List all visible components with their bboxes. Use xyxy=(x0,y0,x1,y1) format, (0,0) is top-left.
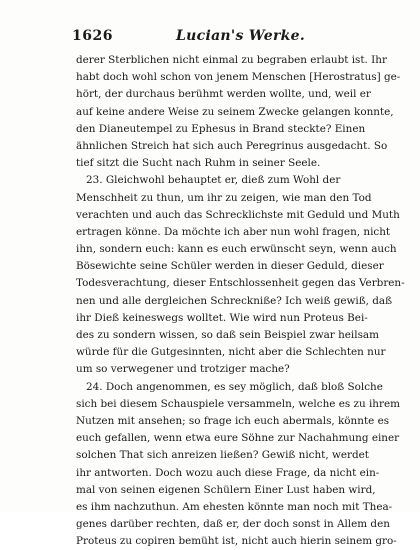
text-line: ertragen könne. Da möchte ich aber nun wohl fragen, nicht xyxy=(76,225,391,238)
text-line: Proteus zu copiren bemüht ist, nicht auch hierin seinem gro- xyxy=(76,535,397,548)
text-line: ihn, sondern euch: kann es euch erwünscht seyn, wenn auch xyxy=(76,243,397,256)
text-line: ihr Dieß keineswegs wolltet. Wie wird nun Proteus Bei- xyxy=(76,311,368,324)
text-line: des zu sondern wissen, so daß sein Beispiel zwar heilsam xyxy=(76,329,379,341)
text-line: 23. Gleichwohl behauptet er, dieß zum Wohl der xyxy=(86,174,341,187)
text-line: den Dianeutempel zu Ephesus in Brand steckte? Einen xyxy=(76,122,366,135)
text-line: 24. Doch angenommen, es sey möglich, daß bloß Solche xyxy=(86,380,383,393)
page-number: 1626 xyxy=(72,28,113,44)
text-line: habt doch wohl schon von jenem Menschen [Herostratus] ge- xyxy=(76,71,401,84)
body-text xyxy=(76,52,405,550)
text-line: um so verwegener und trotziger mache? xyxy=(76,363,290,376)
text-line: solchen That sich anreizen ließen? Gewiß nicht, werdet xyxy=(76,449,369,462)
running-title: Lucian's Werke. xyxy=(176,28,306,44)
text-line: es ihm nachzuthun. Am ehesten könnte man noch mit Thea- xyxy=(76,500,393,513)
text-line: genes darüber rechten, daß er, der doch sonst in Allem den xyxy=(76,518,390,531)
text-line: derer Sterblichen nicht einmal zu begraben erlaubt ist. Ihr xyxy=(76,54,387,66)
text-line: Nutzen mit ansehen; so frage ich euch abermals, könnte es xyxy=(76,414,390,427)
text-line: ihr antworten. Doch wozu auch diese Frage, da nicht ein- xyxy=(76,466,380,479)
text-line: mal von seinen eigenen Schülern Einer Lust haben wird, xyxy=(76,483,376,496)
text-line: nen und alle dergleichen Schreckniße? Ich weiß gewiß, daß xyxy=(76,294,393,307)
text-line: verachten und auch das Schrecklichste mit Geduld und Muth xyxy=(76,208,400,221)
text-line: hört, der durchaus berühmt werden wollte, und, weil er xyxy=(76,88,371,101)
text-line: euch gefallen, wenn etwa eure Söhne zur Nachahmung einer xyxy=(76,432,400,445)
text-line: tief sitzt die Sucht nach Ruhm in seiner Seele. xyxy=(76,157,321,170)
text-line: auf keine andere Weise zu seinem Zwecke gelangen konnte, xyxy=(76,105,394,118)
text-line: ähnlichen Streich hat sich auch Peregrinus ausgedacht. So xyxy=(76,139,388,152)
text-line: sich bei diesem Schauspiele versammeln, welche es zu ihrem xyxy=(76,397,400,410)
text-line: Bösewichte seine Schüler werden in dieser Geduld, dieser xyxy=(76,260,384,273)
text-line: Todesverachtung, dieser Entschlossenheit gegen das Verbren- xyxy=(76,277,405,290)
text-line: würde für die Gutgesinnten, nicht aber die Schlechten nur xyxy=(76,346,386,359)
text-line: Menschheit zu thun, um ihr zu zeigen, wie man den Tod xyxy=(76,191,372,204)
